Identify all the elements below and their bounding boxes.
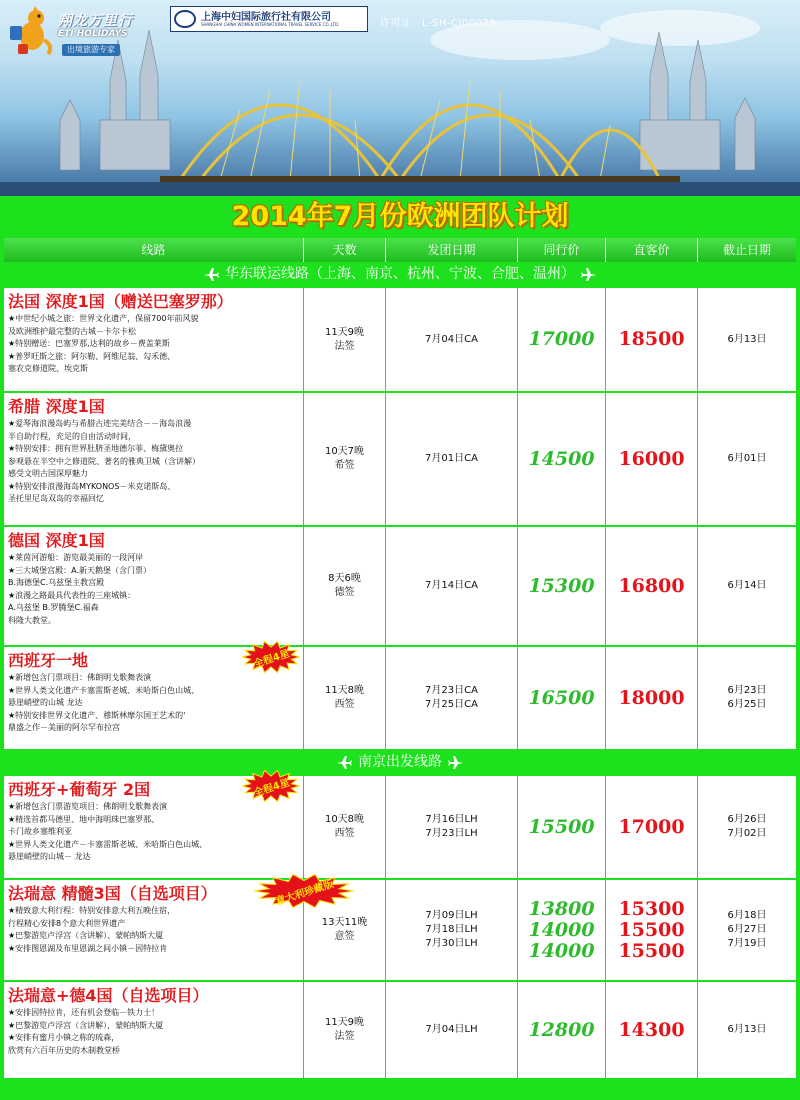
- days-line: 13天11晚: [321, 917, 368, 928]
- promo-starburst-badge: [254, 874, 354, 908]
- depart-date: 7月01日CA: [425, 453, 478, 464]
- brand-logo: [6, 4, 162, 56]
- peer-price-cell: [518, 982, 606, 1078]
- route-highlight: 塞农克修道院、埃克斯: [8, 364, 88, 373]
- direct-price: 16000: [618, 447, 685, 470]
- depart-date: 7月16日LH: [425, 814, 478, 825]
- depart-cell: [386, 647, 518, 749]
- direct-price: 15300: [618, 897, 685, 920]
- direct-price-cell: [606, 393, 698, 525]
- col-header-direct-price: 直客价: [606, 238, 698, 262]
- tour-row: [4, 288, 796, 391]
- route-highlight: B.海德堡C.乌兹堡主教宫殿: [8, 578, 105, 587]
- route-highlight: ★浪漫之路最具代表性的三座城镇：: [8, 590, 136, 600]
- col-header-peer-price: 同行价: [518, 238, 606, 262]
- route-highlight: ★新增包含门票游览项目：佛朗明戈歌舞表演: [8, 802, 168, 811]
- depart-date: 7月04日LH: [425, 1024, 478, 1035]
- airplane-icon: [581, 266, 597, 282]
- peer-price: 14000: [528, 939, 595, 962]
- badge-text: 意大利珍藏版: [274, 878, 335, 908]
- airplane-icon: [203, 266, 219, 282]
- days-cell: [304, 527, 386, 645]
- route-highlight: ★特别赠送：巴塞罗那,达利的故乡－费盖莱斯: [8, 339, 170, 348]
- col-header-deadline: 截止日期: [698, 238, 796, 262]
- tour-row: [4, 880, 796, 980]
- peer-price: 13800: [528, 897, 595, 920]
- direct-price-cell: [606, 776, 698, 878]
- deadline-date: 6月13日: [727, 1024, 767, 1035]
- promo-starburst-badge: [242, 770, 300, 802]
- route-highlight: 半自助行程，充足的自由活动时间，: [8, 431, 136, 441]
- direct-price: 18000: [618, 686, 685, 709]
- days-line: 8天6晚: [328, 573, 361, 584]
- depart-cell: [386, 776, 518, 878]
- tour-row: [4, 527, 796, 645]
- route-highlight: ★精致意大利行程：特别安排意大利五晚住宿，: [8, 906, 176, 915]
- route-highlight: ★巴黎游览卢浮宫（含讲解），蒙帕纳斯大厦: [8, 1020, 164, 1030]
- route-highlight: ★特别安排世界文化遗产、穆斯林摩尔国王艺术的': [8, 710, 186, 720]
- deadline-date: 6月14日: [727, 580, 767, 591]
- depart-cell: [386, 880, 518, 980]
- depart-cell: [386, 527, 518, 645]
- route-highlight: ★莱茵河游船：游览最美丽的一段河岸: [8, 553, 144, 562]
- peer-price: 14500: [528, 447, 595, 470]
- page-title: 2014年7月份欧洲团队计划: [231, 201, 569, 232]
- section-header: [4, 750, 796, 774]
- route-highlight: ★精选首都马德里、地中海明珠巴塞罗那、: [8, 814, 160, 824]
- route-highlight: 鼎盛之作－美丽的阿尔罕布拉宫: [8, 723, 120, 732]
- days-line: 11天9晚: [324, 1017, 365, 1028]
- depart-date: 7月23日CA: [425, 685, 478, 696]
- peer-price-cell: [518, 647, 606, 749]
- deadline-date: 6月13日: [727, 333, 767, 345]
- route-highlight: ★安排图恩湖及布里恩湖之间小镇－因特拉肯: [8, 943, 168, 953]
- days-line: 法签: [334, 340, 355, 352]
- peer-price: 14000: [528, 918, 595, 941]
- route-title[interactable]: 西班牙+葡萄牙 2国: [8, 780, 151, 799]
- route-highlight: ★特别安排浪漫海岛MYKONOS－米克诺斯岛、: [8, 481, 176, 491]
- direct-price: 17000: [618, 815, 685, 838]
- section-label: 华东联运线路（上海、南京、杭州、宁波、合肥、温州）: [225, 266, 575, 282]
- brand-tagline: 出境旅游专家: [62, 44, 120, 56]
- route-title[interactable]: 法瑞意 精髓3国（自选项目）: [8, 884, 217, 903]
- depart-date: 7月30日LH: [425, 938, 478, 949]
- brand-name-en: ETI HOLIDAYS: [58, 29, 128, 39]
- direct-price-cell: [606, 288, 698, 391]
- route-highlight: ★世界人类文化遗产－卡塞雷斯老城、米哈斯白色山城、: [8, 839, 208, 849]
- deadline-date: 7月19日: [727, 938, 767, 949]
- depart-date: 7月09日LH: [425, 910, 478, 921]
- deadline-cell: [698, 527, 796, 645]
- peer-price: 17000: [528, 328, 595, 350]
- days-line: 11天9晚: [324, 326, 365, 338]
- col-header-route: 线路: [4, 238, 304, 262]
- route-highlight: ★世界人类文化遗产卡塞雷斯老城、米哈斯白色山城、: [8, 685, 200, 695]
- brand-name-cn: 翔龙万里行: [58, 13, 133, 29]
- route-highlight: A.乌兹堡 B.罗腾堡C.福森: [8, 603, 99, 612]
- route-highlight: 感受文明古国深厚魅力: [8, 469, 88, 478]
- days-line: 11天8晚: [324, 685, 365, 696]
- deadline-cell: [698, 982, 796, 1078]
- direct-price-cell: [606, 647, 698, 749]
- col-header-depart: 发团日期: [386, 238, 518, 262]
- days-line: 10天7晚: [324, 446, 365, 457]
- route-cell: [4, 527, 304, 645]
- direct-price: 14300: [618, 1018, 685, 1041]
- route-cell: [4, 393, 304, 525]
- depart-date: 7月25日CA: [425, 699, 478, 710]
- badge-text: 全程4星: [252, 776, 291, 799]
- direct-price-cell: [606, 527, 698, 645]
- depart-date: 7月04日CA: [425, 333, 478, 345]
- direct-price: 18500: [618, 328, 685, 350]
- peer-price: 15300: [528, 574, 595, 597]
- days-line: 西签: [334, 699, 355, 710]
- route-cell: [4, 982, 304, 1078]
- days-line: 10天8晚: [324, 814, 365, 825]
- peer-price-cell: [518, 776, 606, 878]
- peer-price: 12800: [528, 1018, 595, 1041]
- direct-price-cell: [606, 982, 698, 1078]
- promo-starburst-badge: [242, 641, 300, 673]
- direct-price: 15500: [618, 918, 685, 941]
- deadline-date: 6月01日: [727, 453, 767, 464]
- agency-logo: [170, 6, 368, 32]
- route-highlight: ★巴黎游览卢浮宫（含讲解）、蒙帕纳斯大厦: [8, 931, 164, 940]
- agency-name-cn: 上海中妇国际旅行社有限公司: [201, 12, 331, 23]
- tour-row: [4, 393, 796, 525]
- days-cell: [304, 982, 386, 1078]
- peer-price-cell: [518, 288, 606, 391]
- deadline-date: 6月25日: [727, 699, 767, 710]
- days-line: 德签: [334, 587, 355, 598]
- tour-row: [4, 647, 796, 749]
- peer-price-cell: [518, 393, 606, 525]
- depart-cell: [386, 393, 518, 525]
- route-title[interactable]: 西班牙一地: [8, 651, 89, 670]
- route-highlight: 卡门故乡塞维利亚: [8, 827, 72, 836]
- deadline-date: 6月26日: [727, 814, 767, 825]
- direct-price-cell: [606, 880, 698, 980]
- route-highlight: 圣托里尼岛双岛的幸福回忆: [8, 494, 104, 503]
- depart-date: 7月14日CA: [425, 580, 478, 591]
- peer-price-cell: [518, 880, 606, 980]
- kangaroo-mascot-icon: [8, 6, 54, 56]
- deadline-cell: [698, 393, 796, 525]
- deadline-date: 6月27日: [727, 924, 767, 935]
- route-highlight: ★爱琴海浪漫岛屿与希腊古迹完美结合－－海岛浪漫: [8, 419, 192, 428]
- route-highlight: ★安排因特拉肯，还有机会登临－铁力士！: [8, 1008, 160, 1017]
- depart-cell: [386, 982, 518, 1078]
- days-line: 意签: [334, 931, 355, 942]
- deadline-cell: [698, 288, 796, 391]
- days-line: 西签: [334, 828, 355, 839]
- route-title[interactable]: 德国 深度1国: [8, 531, 105, 550]
- days-cell: [304, 647, 386, 749]
- depart-date: 7月23日LH: [425, 828, 478, 839]
- header-banner: [0, 0, 800, 196]
- route-highlight: ★中世纪小城之旅：世界文化遗产，保留700年前风貌: [8, 314, 199, 323]
- deadline-cell: [698, 647, 796, 749]
- route-highlight: 科隆大教堂。: [8, 615, 56, 625]
- section-header: [4, 262, 796, 286]
- direct-price: 15500: [618, 939, 685, 962]
- airplane-icon: [336, 754, 352, 770]
- route-highlight: ★普罗旺斯之旅：阿尔勒、阿维尼翁、勾禾德、: [8, 351, 176, 361]
- route-highlight: ★三大城堡宫殿：A.新天鹅堡（含门票）: [8, 565, 152, 575]
- route-title[interactable]: 法国 深度1国（赠送巴塞罗那）: [8, 292, 233, 311]
- days-cell: [304, 393, 386, 525]
- route-cell: [4, 288, 304, 391]
- route-highlight: 及欧洲维护最完整的古城－卡尔卡松: [8, 326, 136, 336]
- depart-date: 7月18日LH: [425, 924, 478, 935]
- depart-cell: [386, 288, 518, 391]
- deadline-cell: [698, 776, 796, 878]
- deadline-date: 7月02日: [727, 828, 767, 839]
- days-line: 法签: [334, 1031, 355, 1042]
- route-highlight: 悬崖峭壁的山城－ 龙达: [8, 852, 91, 861]
- deadline-cell: [698, 880, 796, 980]
- license-number: 许可证：L-SH-CJ00029: [380, 18, 497, 29]
- route-highlight: 欣赏有六百年历史的木制教堂桥: [8, 1045, 120, 1055]
- section-label: 南京出发线路: [358, 754, 442, 770]
- route-highlight: 行程精心安排8个意大利世界遗产: [8, 918, 126, 928]
- badge-text: 全程4星: [252, 647, 291, 670]
- agency-emblem-icon: [174, 10, 196, 28]
- tour-row: [4, 776, 796, 878]
- peer-price: 16500: [528, 686, 595, 709]
- col-header-days: 天数: [304, 238, 386, 262]
- route-highlight: ★安排有蜜月小镇之称的琉森，: [8, 1033, 120, 1042]
- route-highlight: 悬崖峭壁的山城 龙达: [8, 698, 83, 707]
- direct-price: 16800: [618, 574, 685, 597]
- route-title[interactable]: 法瑞意+德4国（自选项目）: [8, 986, 209, 1005]
- agency-name-en: SHANGHAI CHINA WOMEN INTERNATIONAL TRAVEL SERVICE CO.,LTD.: [201, 22, 340, 27]
- deadline-date: 6月18日: [727, 910, 767, 921]
- airplane-icon: [448, 754, 464, 770]
- deadline-date: 6月23日: [727, 685, 767, 696]
- route-highlight: ★特别安排：拥有世界肚脐圣地德尔菲、梅黛奥拉: [8, 444, 184, 453]
- peer-price: 15500: [528, 815, 595, 838]
- peer-price-cell: [518, 527, 606, 645]
- tour-row: [4, 982, 796, 1078]
- days-line: 希签: [334, 460, 355, 471]
- route-highlight: ★新增包含门票项目：佛朗明戈歌舞表演: [8, 673, 152, 682]
- route-highlight: 参观悬在半空中之修道院、著名的雅典卫城（含讲解）: [8, 456, 200, 466]
- days-cell: [304, 288, 386, 391]
- route-title[interactable]: 希腊 深度1国: [8, 397, 105, 416]
